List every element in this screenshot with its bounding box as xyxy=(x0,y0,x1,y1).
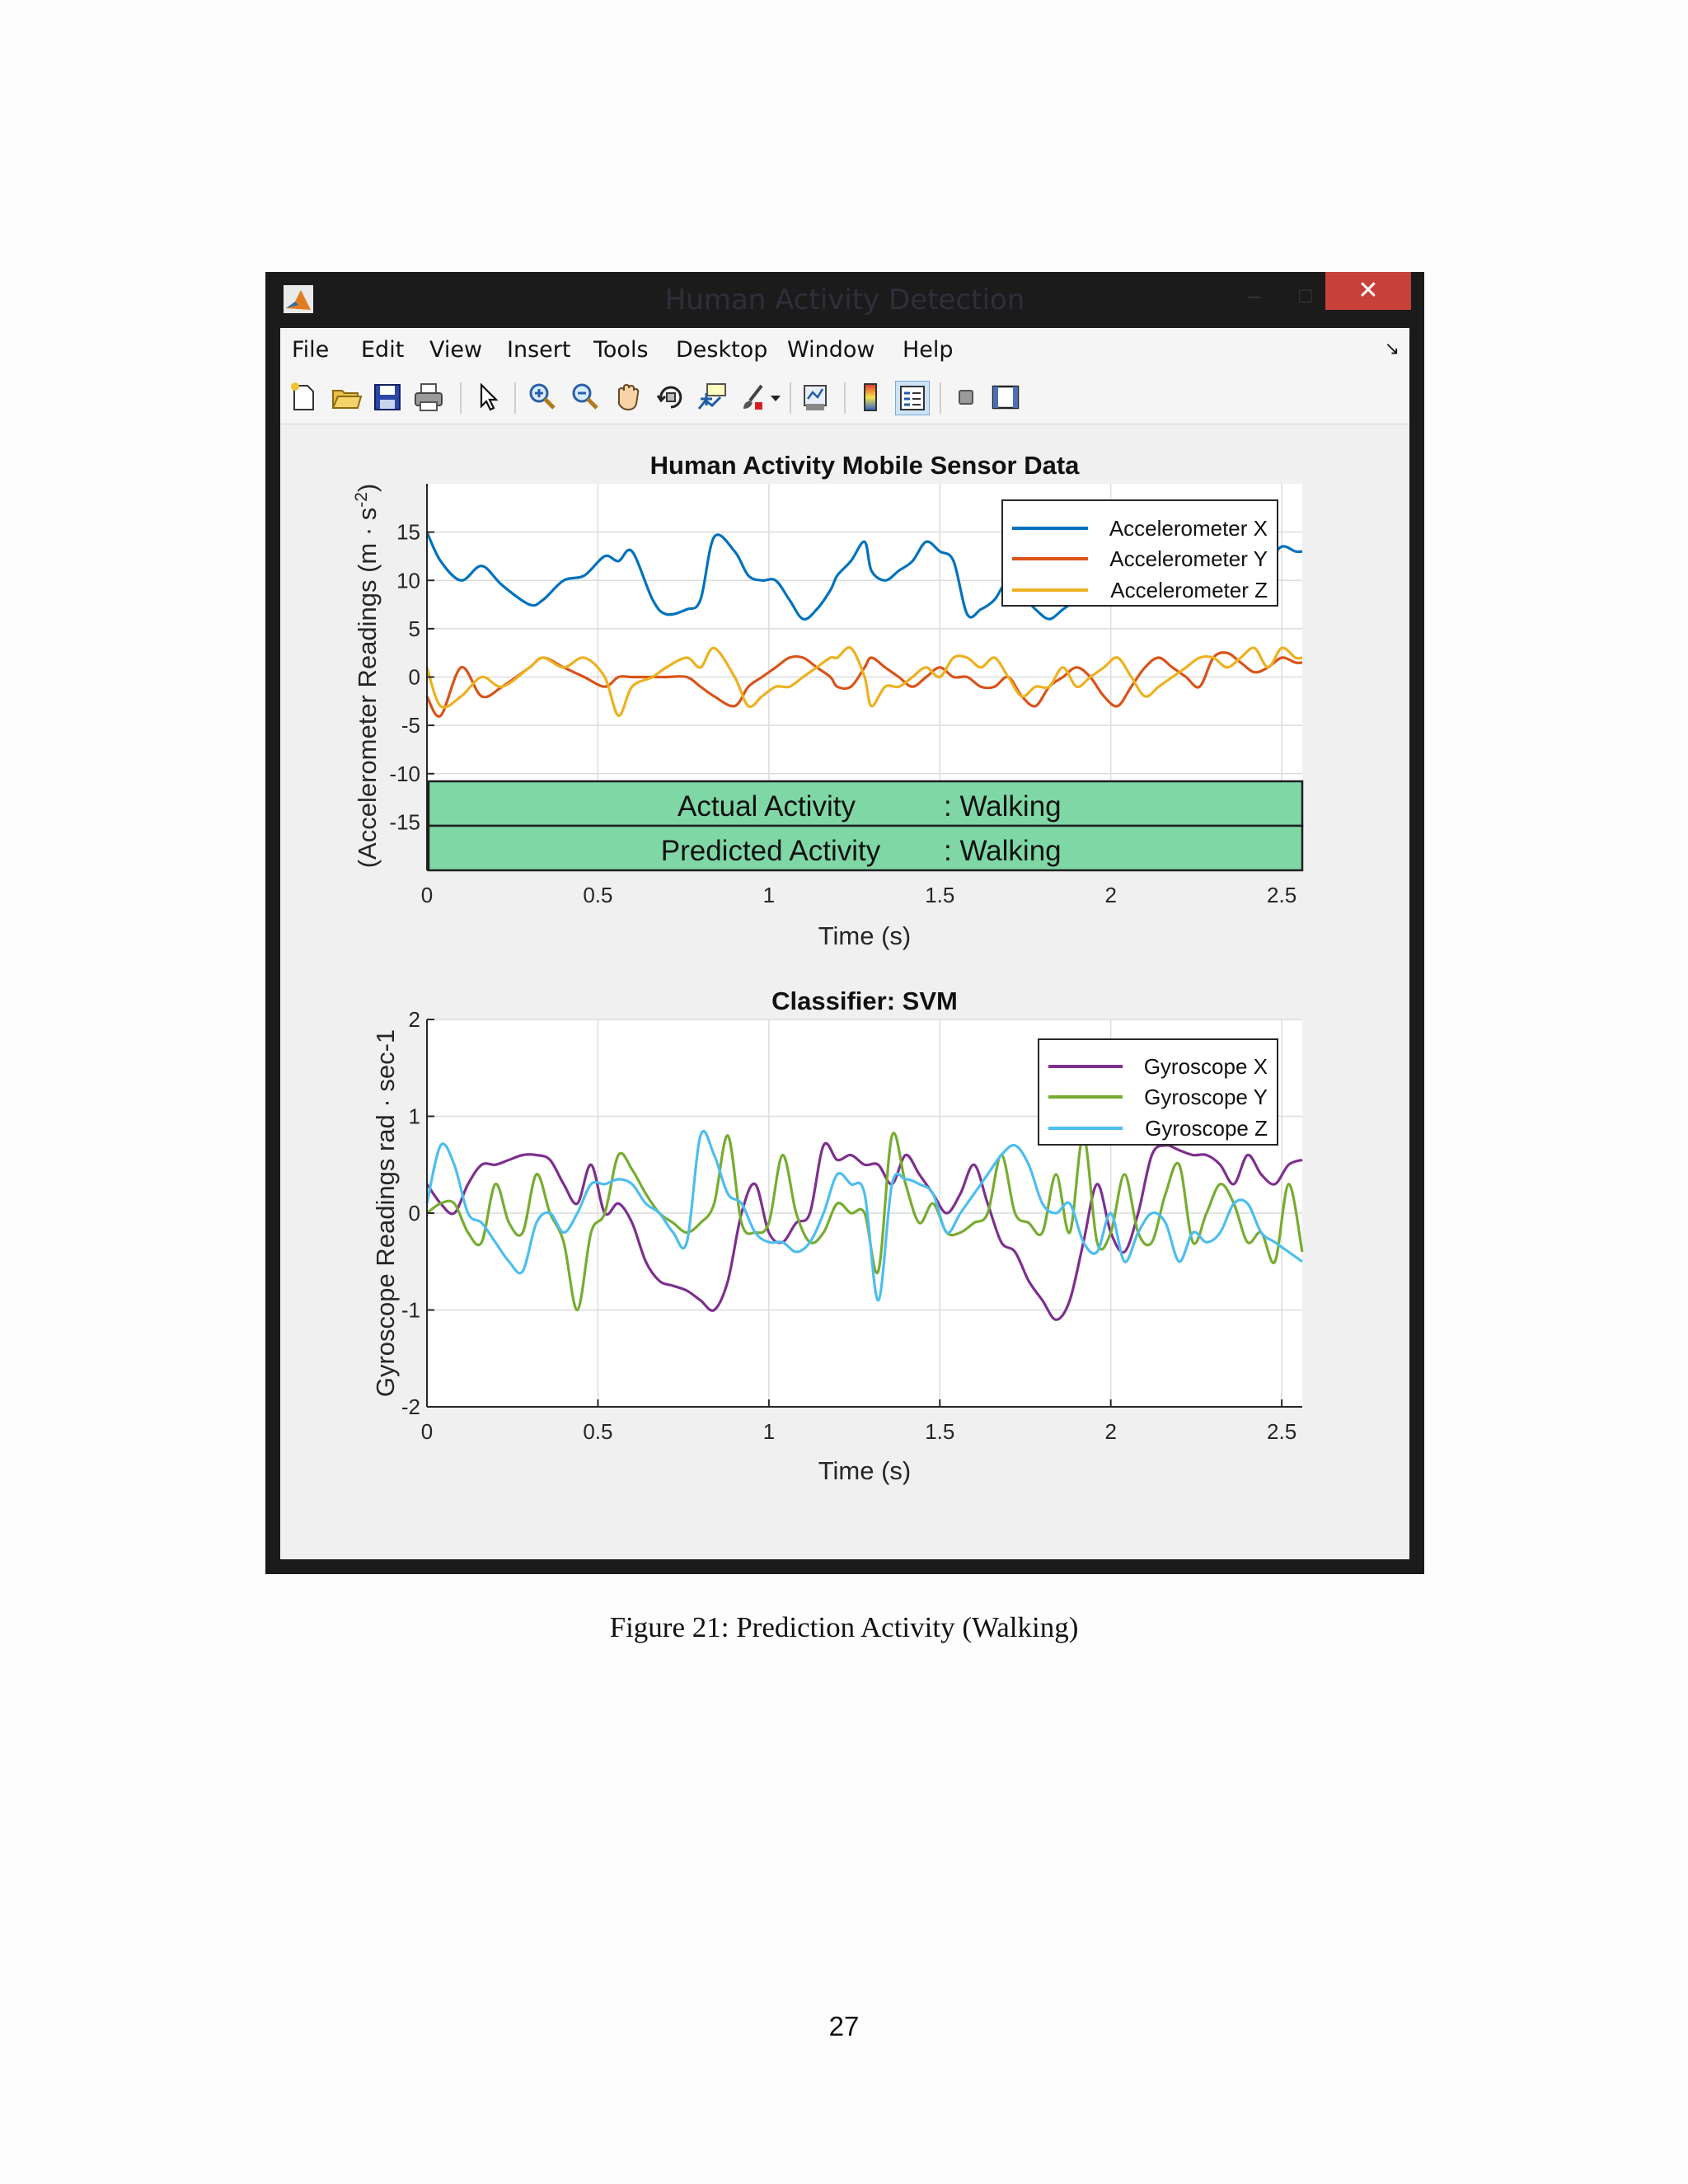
x-tick-label: 1 xyxy=(762,883,776,907)
pointer-icon[interactable] xyxy=(471,381,504,414)
toolbar-separator xyxy=(514,382,516,414)
legend-label-ax: Accelerometer X xyxy=(1109,516,1268,541)
figure-caption: Figure 21: Prediction Activity (Walking) xyxy=(609,1611,1079,1643)
x-tick-label: 1.5 xyxy=(925,883,955,907)
window-client xyxy=(280,328,1409,1559)
menu-insert[interactable]: Insert xyxy=(507,337,571,363)
x-tick-label: 2.5 xyxy=(1267,883,1297,907)
legend-label-gz: Gyroscope Z xyxy=(1145,1116,1268,1141)
legend-icon[interactable] xyxy=(895,381,930,415)
menu-desktop[interactable]: Desktop xyxy=(676,337,768,363)
brush-dropdown-icon[interactable] xyxy=(767,381,785,414)
toolbar-separator xyxy=(940,382,941,414)
rotate-3d-icon[interactable] xyxy=(654,381,687,414)
legend-label-az: Accelerometer Z xyxy=(1110,578,1268,602)
maximize-button[interactable]: □ xyxy=(1299,283,1312,307)
menu-help[interactable]: Help xyxy=(903,337,954,363)
link-plot-icon[interactable] xyxy=(799,381,832,414)
legend-label-gx: Gyroscope X xyxy=(1143,1054,1268,1079)
new-figure-icon[interactable] xyxy=(287,381,320,414)
actual-activity-value: : Walking xyxy=(944,790,1062,823)
x-tick-label: 0 xyxy=(420,1419,434,1444)
toolbar-separator xyxy=(460,382,462,414)
figure-toolbar xyxy=(280,373,1409,424)
gyroscope-chart-title: Classifier: SVM xyxy=(771,987,958,1015)
save-icon[interactable] xyxy=(371,381,404,414)
accelerometer-axes[interactable] xyxy=(352,451,1302,950)
x-tick-label: 0.5 xyxy=(583,883,613,907)
page-number: 27 xyxy=(828,2011,860,2041)
gyroscope-axes[interactable] xyxy=(371,987,1302,1485)
accelerometer-legend[interactable] xyxy=(1002,500,1278,606)
pan-hand-icon[interactable] xyxy=(612,381,645,414)
y-tick-label: -5 xyxy=(401,713,420,738)
predicted-activity-value: : Walking xyxy=(944,835,1062,867)
x-tick-label: 1.5 xyxy=(925,1419,955,1444)
menu-edit[interactable]: Edit xyxy=(361,337,405,363)
x-tick-label: 0 xyxy=(420,883,434,907)
y-tick-label: 15 xyxy=(396,519,420,545)
y-tick-label: -15 xyxy=(389,809,420,835)
open-file-icon[interactable] xyxy=(330,381,363,414)
y-tick-label: -2 xyxy=(401,1394,420,1419)
colorbar-icon[interactable] xyxy=(854,381,887,414)
accelerometer-chart-title: Human Activity Mobile Sensor Data xyxy=(649,451,1080,480)
brush-icon[interactable] xyxy=(737,381,770,414)
y-tick-label: 2 xyxy=(408,1007,420,1032)
x-tick-label: 2.5 xyxy=(1267,1419,1297,1444)
hide-plot-tools-icon[interactable] xyxy=(950,381,982,414)
predicted-activity-label: Predicted Activity xyxy=(660,835,881,867)
x-tick-label: 0.5 xyxy=(583,1419,613,1444)
print-icon[interactable] xyxy=(412,381,445,414)
x-tick-label: 2 xyxy=(1104,1419,1117,1444)
accelerometer-x-label: Time (s) xyxy=(818,921,912,950)
figure-window xyxy=(265,272,1424,1574)
y-tick-label: 0 xyxy=(408,664,420,690)
figure-plot-svg xyxy=(280,424,1409,1559)
legend-label-ay: Accelerometer Y xyxy=(1109,546,1268,571)
accelerometer-y-label: (Accelerometer Readings $(m \cdot s^{-2})$ xyxy=(352,483,382,869)
legend-label-gy: Gyroscope Y xyxy=(1144,1085,1268,1109)
title-bar[interactable] xyxy=(265,272,1424,328)
y-tick-label: -1 xyxy=(401,1297,420,1323)
menu-window[interactable]: Window xyxy=(787,337,875,363)
x-tick-label: 2 xyxy=(1104,883,1117,907)
zoom-out-icon[interactable] xyxy=(569,381,602,414)
menu-bar xyxy=(280,328,1409,373)
x-tick-label: 1 xyxy=(762,1419,776,1444)
y-tick-label: 1 xyxy=(408,1104,420,1129)
gyroscope-x-label: Time (s) xyxy=(818,1456,912,1485)
show-plot-tools-icon[interactable] xyxy=(989,381,1022,414)
gyroscope-legend[interactable] xyxy=(1039,1039,1278,1145)
zoom-in-icon[interactable] xyxy=(526,381,559,414)
close-button[interactable]: ✕ xyxy=(1325,272,1411,310)
menu-tools[interactable]: Tools xyxy=(593,337,649,363)
toolbar-separator xyxy=(790,382,791,414)
actual-activity-box xyxy=(429,781,1302,826)
y-tick-label: 10 xyxy=(396,568,420,593)
y-tick-label: 5 xyxy=(408,616,420,641)
minimize-button[interactable]: – xyxy=(1248,283,1261,307)
window-title: Human Activity Detection xyxy=(664,284,1025,316)
y-tick-label: 0 xyxy=(408,1201,420,1226)
figure-canvas[interactable] xyxy=(280,424,1409,1559)
toolbar-separator xyxy=(844,382,846,414)
y-tick-label: -10 xyxy=(389,761,420,786)
gyroscope-y-label: Gyroscope Readings rad · sec-1 xyxy=(371,1029,400,1398)
dock-figure-icon[interactable]: ↘ xyxy=(1384,338,1400,359)
menu-view[interactable]: View xyxy=(429,337,483,363)
data-cursor-icon[interactable] xyxy=(696,381,729,414)
menu-file[interactable]: File xyxy=(292,337,330,363)
actual-activity-label: Actual Activity xyxy=(678,790,856,823)
